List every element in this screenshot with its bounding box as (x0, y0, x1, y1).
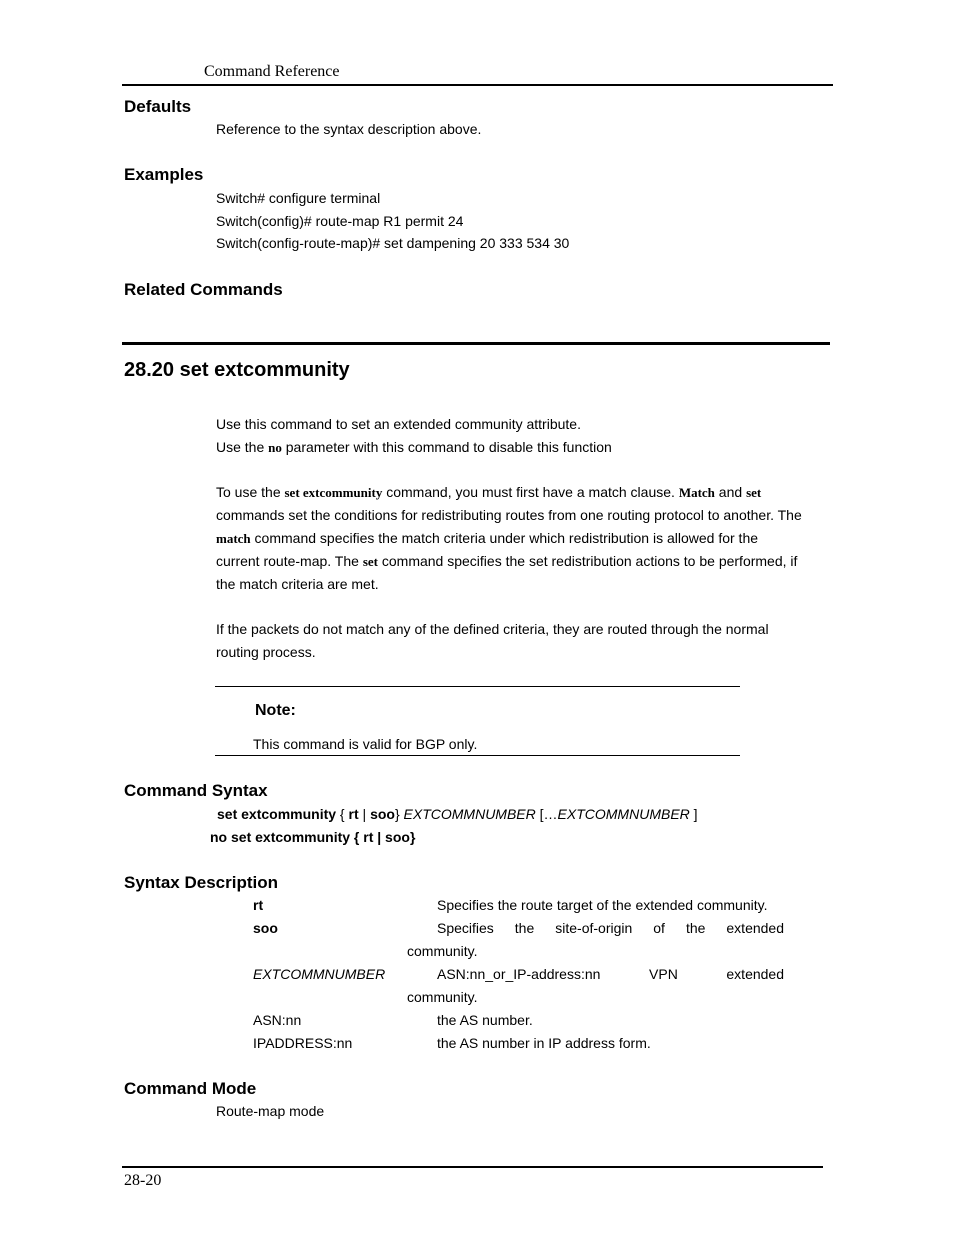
paragraph-line: commands set the conditions for redistributing routes from one routing protocol to another. The (216, 507, 802, 523)
intro-line: Use the no parameter with this command to disable this function (216, 439, 612, 455)
keyword-set-extcommunity: set extcommunity (284, 485, 383, 500)
param-soo: soo (253, 920, 278, 936)
related-commands-heading: Related Commands (124, 280, 283, 299)
param-rt-desc: Specifies the route target of the extended community. (437, 897, 768, 913)
param-rt: rt (253, 897, 264, 913)
section-rule (122, 342, 830, 345)
note-text: This command is valid for BGP only. (253, 736, 478, 752)
syntax-line: set extcommunity { rt | soo} EXTCOMMNUMBER […EXTCOMMNUMBER ] (217, 806, 698, 822)
header-rule (122, 84, 833, 86)
paragraph-line: match command specifies the match criteria under which redistribution is allowed for the (216, 530, 759, 546)
command-syntax-heading: Command Syntax (124, 781, 268, 800)
keyword-set: set (362, 554, 378, 569)
keyword-match: match (216, 531, 251, 546)
intro-line: Use this command to set an extended community attribute. (216, 416, 581, 432)
note-top-rule (215, 686, 740, 687)
command-mode-text: Route-map mode (216, 1103, 325, 1119)
paragraph-line: the match criteria are met. (216, 576, 379, 592)
paragraph-line: current route-map. The set command specifies the set redistribution actions to be performed, if (216, 553, 798, 569)
note-label: Note: (255, 702, 296, 719)
page-number: 28-20 (124, 1172, 162, 1189)
syntax-line-no: no set extcommunity { rt | soo} (210, 829, 416, 845)
section-title: 28.20 set extcommunity (124, 359, 350, 381)
param-extcommnumber-desc: ASN:nn_or_IP-address:nn VPN extended (437, 966, 784, 982)
param-asn: ASN:nn (253, 1012, 302, 1028)
param-ipaddress: IPADDRESS:nn (253, 1035, 353, 1051)
keyword-no: no (268, 440, 282, 455)
param-asn-desc: the AS number. (437, 1012, 533, 1028)
example-line: Switch(config)# route-map R1 permit 24 (216, 213, 464, 229)
keyword-set: set (746, 485, 762, 500)
note-bottom-rule (215, 755, 740, 756)
param-extcommnumber-desc-cont: community. (407, 989, 478, 1005)
paragraph-line: routing process. (216, 644, 316, 660)
defaults-heading: Defaults (124, 97, 192, 116)
command-mode-heading: Command Mode (124, 1079, 257, 1098)
defaults-text: Reference to the syntax description above. (216, 121, 482, 137)
param-soo-desc: Specifies the site-of-origin of the extended (437, 920, 784, 936)
running-header: Command Reference (204, 63, 340, 80)
syntax-description-heading: Syntax Description (124, 873, 278, 892)
paragraph-line: If the packets do not match any of the defined criteria, they are routed through the normal (216, 621, 769, 637)
param-ipaddress-desc: the AS number in IP address form. (437, 1035, 651, 1051)
footer-rule (122, 1166, 823, 1168)
example-line: Switch# configure terminal (216, 190, 381, 206)
param-soo-desc-cont: community. (407, 943, 478, 959)
keyword-match: Match (678, 485, 715, 500)
example-line: Switch(config-route-map)# set dampening 20 333 534 30 (216, 235, 570, 251)
paragraph-line: To use the set extcommunity command, you must first have a match clause. Match and set (216, 484, 762, 500)
examples-heading: Examples (124, 165, 204, 184)
param-extcommnumber: EXTCOMMNUMBER (253, 966, 386, 982)
